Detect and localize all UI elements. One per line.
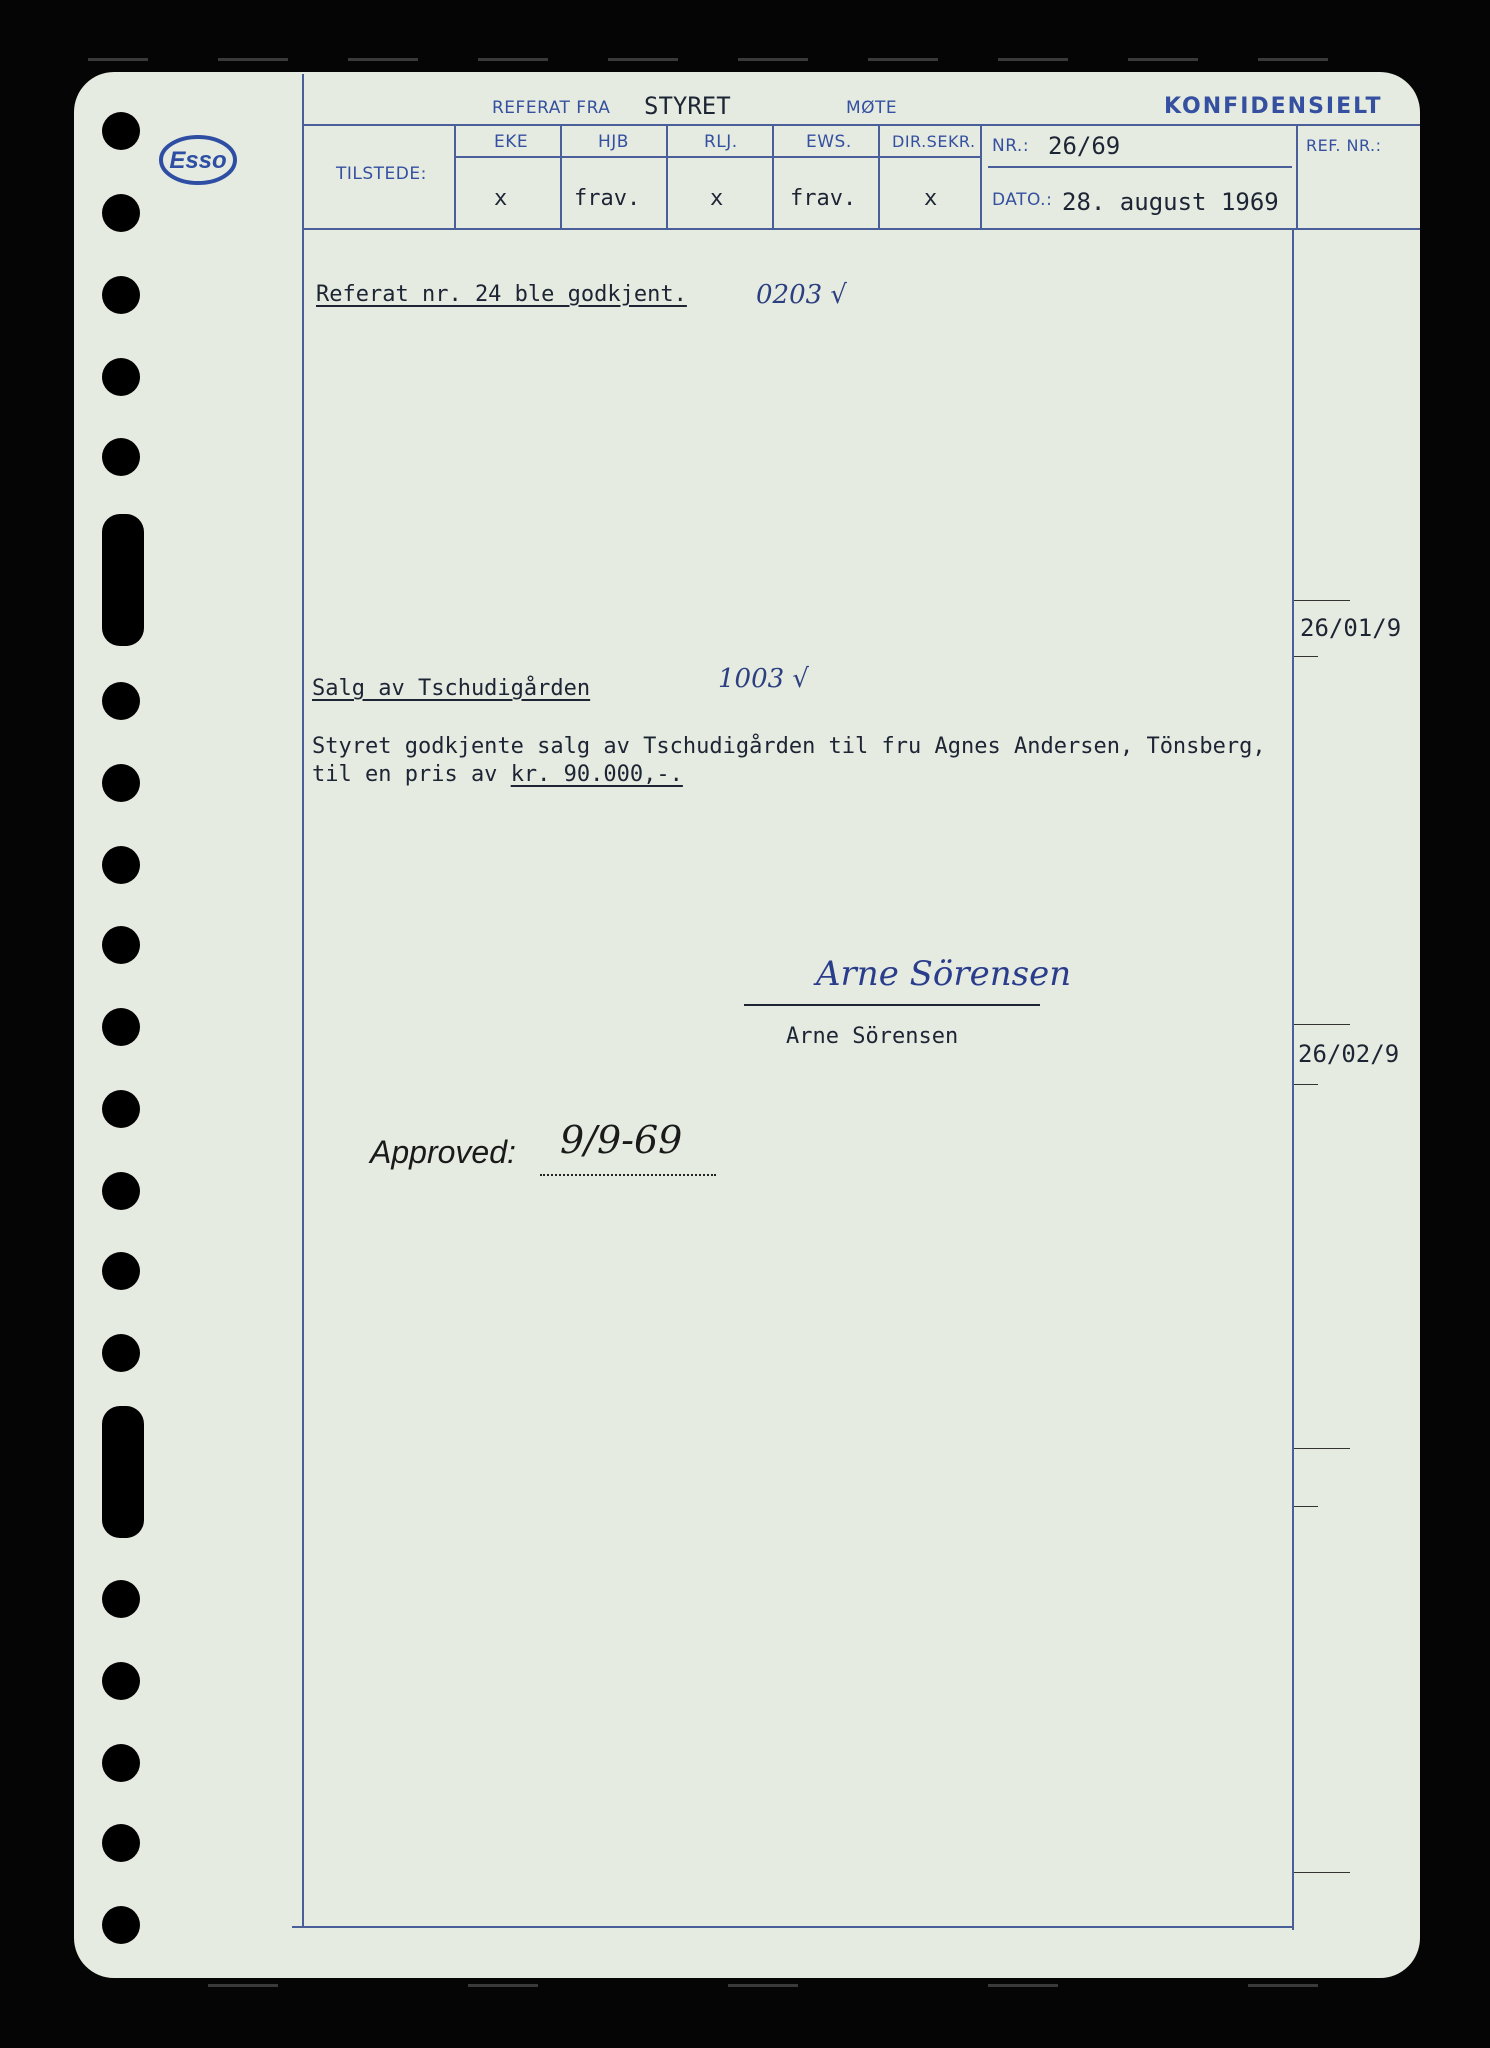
attendee-code: RLJ.: [704, 132, 738, 152]
approved-label: Approved:: [370, 1134, 516, 1170]
attendee-status: x: [924, 186, 938, 211]
form-rule: [666, 124, 668, 228]
document-page: [74, 72, 1420, 1978]
edge-mark: [988, 1984, 1058, 1987]
attendee-code: DIR.SEKR.: [892, 132, 976, 151]
form-rule: [302, 228, 1420, 230]
binder-hole: [102, 1172, 140, 1210]
nr-label: NR.:: [992, 136, 1030, 156]
attendee-status: x: [710, 186, 724, 211]
item2-body-line: [312, 762, 683, 787]
referat-fra-label: REFERAT FRA: [492, 98, 611, 118]
meeting-body: STYRET: [644, 92, 731, 120]
form-rule: [302, 124, 1420, 126]
signatory-name: Arne Sörensen: [786, 1024, 959, 1049]
form-rule: [302, 74, 304, 1926]
binder-hole: [102, 1662, 140, 1700]
attendee-code: EWS.: [806, 132, 852, 152]
form-rule: [772, 124, 774, 228]
edge-mark: [1128, 58, 1198, 61]
edge-mark: [998, 58, 1068, 61]
ref-nr-label: REF. NR.:: [1306, 136, 1382, 155]
handwritten-signature: Arne Sörensen: [816, 954, 1072, 994]
edge-mark: [1248, 1984, 1318, 1987]
edge-mark: [1258, 58, 1328, 61]
margin-tick: [1294, 600, 1350, 601]
binder-hole: [102, 358, 140, 396]
item1-handwritten-code: 0203 √: [756, 280, 847, 310]
margin-tick: [1294, 1872, 1350, 1873]
attendee-status: frav.: [574, 186, 641, 211]
form-rule: [560, 124, 562, 228]
edge-mark: [218, 58, 288, 61]
binder-slot: [102, 1406, 144, 1538]
binder-hole: [102, 1334, 140, 1372]
form-rule: [980, 124, 982, 228]
dato-label: DATO.:: [992, 190, 1053, 210]
binder-hole: [102, 1008, 140, 1046]
mote-label: MØTE: [846, 98, 898, 118]
edge-mark: [88, 58, 148, 61]
approved-dotted-line: [540, 1174, 716, 1176]
binder-hole: [102, 112, 140, 150]
edge-mark: [208, 1984, 278, 1987]
margin-tick: [1294, 656, 1318, 657]
margin-tick: [1294, 1024, 1350, 1025]
svg-text:Esso: Esso: [169, 147, 227, 174]
binder-hole: [102, 1744, 140, 1782]
binder-hole: [102, 1824, 140, 1862]
margin-tick: [1294, 1084, 1318, 1085]
edge-mark: [468, 1984, 538, 1987]
item1-heading: Referat nr. 24 ble godkjent.: [316, 282, 687, 307]
form-rule: [1296, 124, 1298, 228]
binder-hole: [102, 1090, 140, 1128]
edge-mark: [728, 1984, 798, 1987]
margin-tick: [1294, 1448, 1350, 1449]
tilstede-label: TILSTEDE:: [336, 164, 427, 184]
margin-ref: 26/02/9: [1298, 1040, 1400, 1068]
dato-value: 28. august 1969: [1062, 188, 1279, 216]
item2-handwritten-code: 1003 √: [718, 664, 809, 694]
edge-mark: [478, 58, 548, 61]
binder-hole: [102, 682, 140, 720]
item2-body-line: Styret godkjente salg av Tschudigården til fru Agnes Andersen, Tönsberg,: [312, 734, 1266, 759]
signature-line: [744, 1004, 1040, 1006]
binder-hole: [102, 764, 140, 802]
approved-date: 9/9-69: [560, 1118, 683, 1162]
binder-hole: [102, 1906, 140, 1944]
binder-hole: [102, 276, 140, 314]
form-rule: [292, 1926, 1294, 1928]
binder-hole: [102, 926, 140, 964]
attendee-code: EKE: [494, 132, 529, 152]
binder-hole: [102, 846, 140, 884]
attendee-status: frav.: [790, 186, 857, 211]
binder-hole: [102, 1252, 140, 1290]
form-rule: [454, 156, 980, 158]
attendee-code: HJB: [598, 132, 629, 152]
form-rule: [988, 166, 1292, 168]
form-rule: [1292, 230, 1294, 1930]
esso-logo-icon: [158, 134, 238, 186]
edge-mark: [868, 58, 938, 61]
margin-tick: [1294, 1506, 1318, 1507]
form-rule: [454, 124, 456, 228]
binder-hole: [102, 194, 140, 232]
binder-slot: [102, 514, 144, 646]
margin-ref: 26/01/9: [1300, 614, 1402, 642]
item2-price: kr. 90.000,-.: [510, 762, 683, 787]
item2-heading: Salg av Tschudigården: [312, 676, 591, 701]
binder-hole: [102, 438, 140, 476]
attendee-status: x: [494, 186, 508, 211]
confidential-label: KONFIDENSIELT: [1164, 94, 1383, 119]
edge-mark: [608, 58, 678, 61]
binder-hole: [102, 1580, 140, 1618]
edge-mark: [348, 58, 418, 61]
edge-mark: [738, 58, 808, 61]
item2-body-text: til en pris av: [312, 762, 511, 787]
form-rule: [878, 124, 880, 228]
nr-value: 26/69: [1048, 132, 1121, 160]
